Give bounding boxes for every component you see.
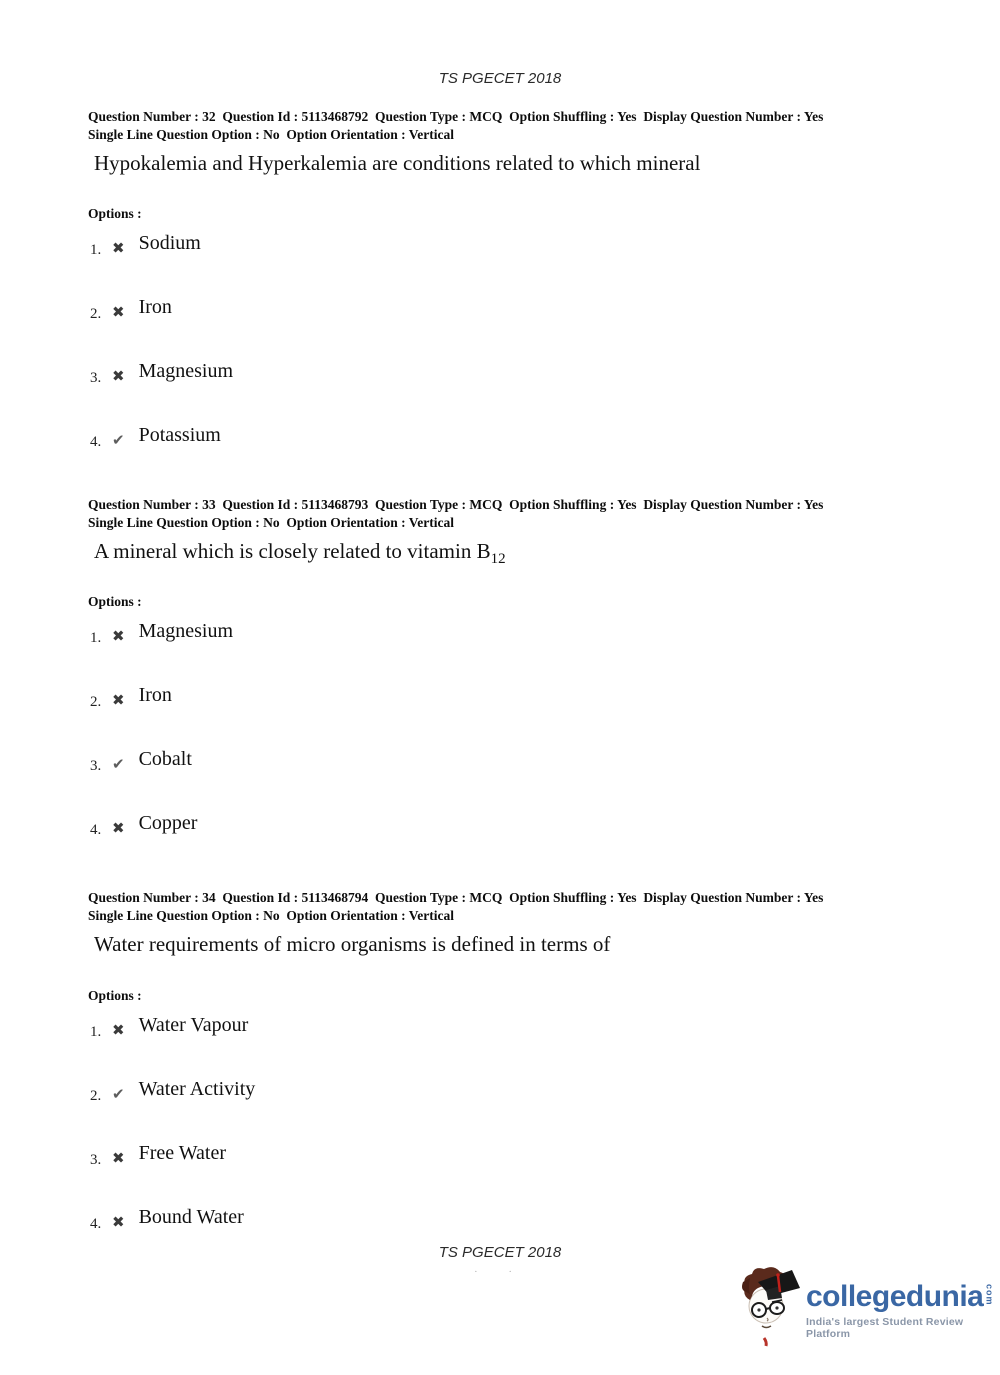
options-heading: Options : (88, 987, 142, 1003)
option-label: Water Activity (138, 1077, 256, 1100)
options-heading: Options : (88, 594, 142, 610)
option-label: Bound Water (138, 1205, 244, 1228)
question-meta-line-2: Single Line Question Option : No Option Orientation : Vertical (88, 907, 455, 923)
question-block-33 (88, 496, 920, 839)
option-number: 3. (90, 1151, 102, 1168)
option-number: 3. (90, 370, 102, 387)
option-label: Magnesium (138, 620, 234, 643)
option-row (90, 1012, 920, 1038)
option-number: 2. (90, 694, 102, 711)
wrong-answer-icon: ✖ (112, 1148, 125, 1167)
option-number: 2. (90, 306, 102, 323)
option-number: 1. (90, 630, 102, 647)
option-row (90, 746, 920, 775)
option-label: Free Water (138, 1141, 226, 1164)
option-label: Water Vapour (138, 1013, 249, 1036)
wrong-answer-icon: ✖ (112, 627, 125, 646)
question-meta-line-2: Single Line Question Option : No Option Orientation : Vertical (88, 514, 455, 530)
options-heading: Options : (88, 206, 142, 222)
correct-answer-icon: ✔ (112, 431, 125, 450)
brand-domain: com (984, 1284, 995, 1306)
option-row (90, 1140, 920, 1166)
option-row (90, 230, 920, 259)
option-number: 2. (90, 1087, 102, 1104)
option-row (90, 358, 920, 387)
option-row (90, 1076, 920, 1102)
option-row (90, 422, 920, 451)
wrong-answer-icon: ✖ (112, 819, 125, 838)
question-meta-line-1: Question Number : 34 Question Id : 5113468794 Question Type : MCQ Option Shuffling : Yes Display Question Number : Yes (88, 890, 824, 906)
option-row (90, 682, 920, 711)
option-label: Magnesium (138, 360, 234, 383)
brand-name: collegedunia (806, 1280, 984, 1313)
option-row (90, 1204, 920, 1230)
question-text: Hypokalemia and Hyperkalemia are conditions related to which mineral (94, 151, 701, 175)
option-number: 4. (90, 434, 102, 451)
question-text-subscript: 12 (490, 551, 506, 568)
option-label: Iron (138, 296, 172, 319)
correct-answer-icon: ✔ (112, 755, 125, 774)
option-number: 1. (90, 1023, 102, 1040)
option-label: Cobalt (138, 748, 192, 771)
question-block-32 (88, 108, 920, 451)
question-text: Water requirements of micro organisms is defined in terms of (94, 932, 611, 957)
collegedunia-mascot-icon (736, 1262, 802, 1348)
question-text: A mineral which is closely related to vitamin $B_{12}$ (94, 539, 506, 568)
question-block-34 (88, 889, 920, 1232)
option-label: Copper (138, 812, 198, 835)
page-footer-title: TS PGECET 2018 (438, 1244, 562, 1261)
wrong-answer-icon: ✖ (112, 1212, 125, 1231)
footer-scan-artifact: · · (473, 1266, 527, 1278)
option-row (90, 618, 920, 647)
option-number: 4. (90, 822, 102, 839)
question-meta-line-1: Question Number : 32 Question Id : 5113468792 Question Type : MCQ Option Shuffling : Yes Display Question Number : Yes (88, 109, 824, 124)
wrong-answer-icon: ✖ (112, 367, 125, 386)
question-meta-line-1: Question Number : 33 Question Id : 5113468793 Question Type : MCQ Option Shuffling : Yes Display Question Number : Yes (88, 497, 824, 513)
wrong-answer-icon: ✖ (112, 303, 125, 322)
question-meta-line-2: Single Line Question Option : No Option Orientation : Vertical (88, 126, 455, 142)
wrong-answer-icon: ✖ (112, 691, 125, 710)
option-number: 3. (90, 758, 102, 775)
wrong-answer-icon: ✖ (112, 1020, 125, 1039)
wrong-answer-icon: ✖ (112, 239, 125, 258)
option-label: Sodium (138, 232, 201, 255)
page-header-title: TS PGECET 2018 (438, 70, 562, 87)
collegedunia-logo (736, 1262, 995, 1348)
correct-answer-icon: ✔ (112, 1084, 125, 1103)
brand-tagline: India's largest Student Review Platform (806, 1316, 964, 1340)
option-row (90, 294, 920, 323)
option-number: 4. (90, 1215, 102, 1232)
option-row (90, 810, 920, 839)
option-label: Potassium (138, 424, 221, 447)
option-label: Iron (138, 684, 172, 707)
option-number: 1. (90, 242, 102, 259)
